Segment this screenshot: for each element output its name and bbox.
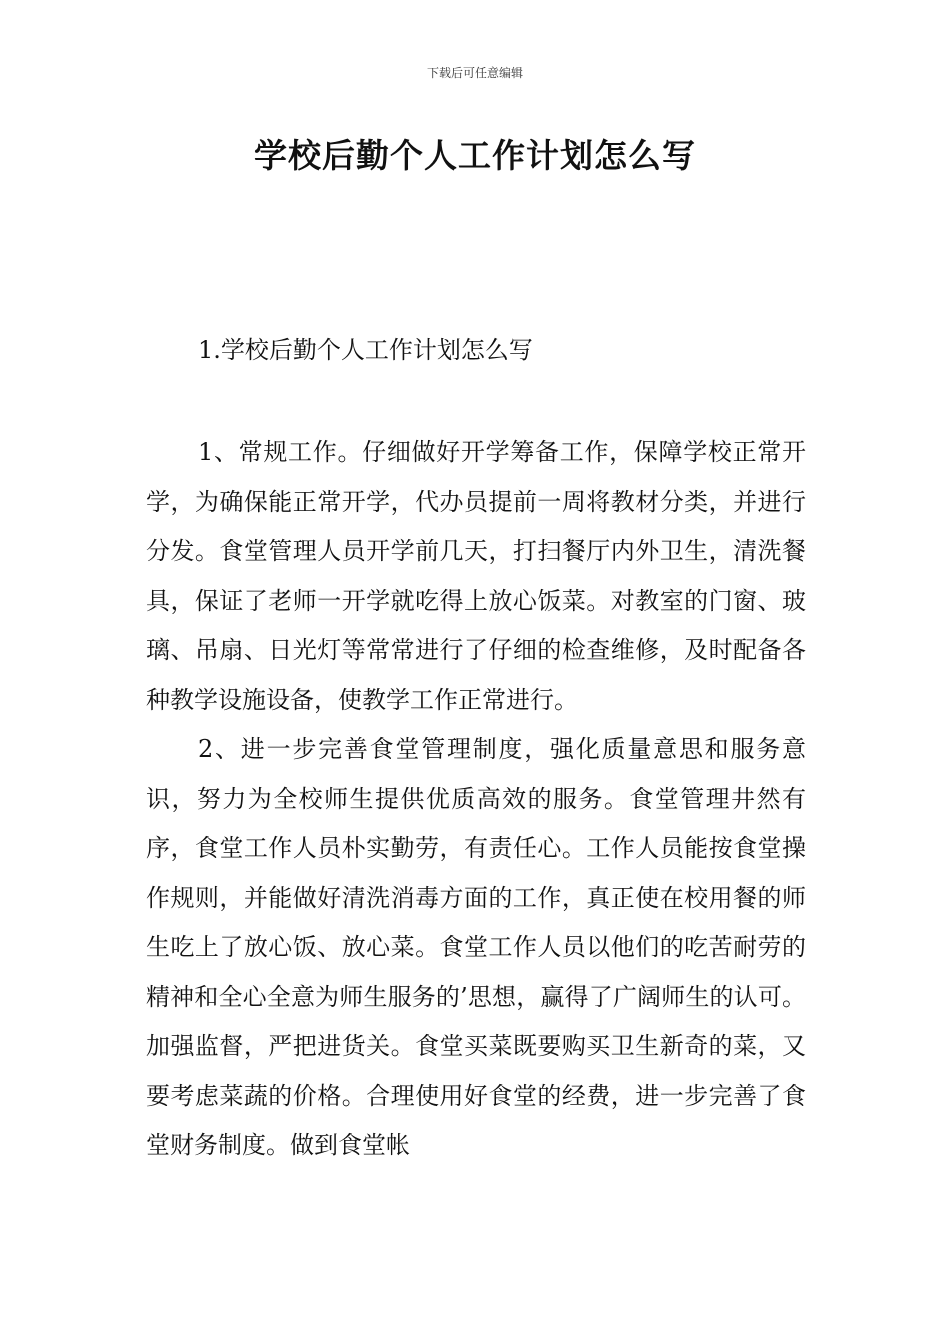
paragraph-2: 2、进一步完善食堂管理制度，强化质量意思和服务意识，努力为全校师生提供优质高效的服务。食堂管理井然有序，食堂工作人员朴实勤劳，有责任心。工作人员能按食堂操作规则，并能做好清洗消毒方面的工作，真正使在校用餐的师生吃上了放心饭、放心菜。食堂工作人员以他们的吃苦耐劳的精神和全心全意为师生服务的’思想，赢得了广阔师生的认可。加强监督，严把进货关。食堂买菜既要购买卫生新奇的菜，又要考虑菜蔬的价格。合理使用好食堂的经费，进一步完善了食堂财务制度。做到食堂帐 [146, 735, 806, 1159]
section-heading: 1.学校后勤个人工作计划怎么写 [198, 336, 533, 364]
header-note: 下载后可任意编辑 [426, 66, 523, 80]
body-text [146, 428, 806, 1171]
document-title: 学校后勤个人工作计划怎么写 [254, 136, 696, 175]
paragraph-1: 1、常规工作。仔细做好开学筹备工作，保障学校正常开学，为确保能正常开学，代办员提前一周将教材分类，并进行分发。食堂管理人员开学前几天，打扫餐厅内外卫生，清洗餐具，保证了老师一开学就吃得上放心饭菜。对教室的门窗、玻璃、吊扇、日光灯等常常进行了仔细的检查维修，及时配备各种教学设施设备，使教学工作正常进行。 [146, 438, 806, 714]
